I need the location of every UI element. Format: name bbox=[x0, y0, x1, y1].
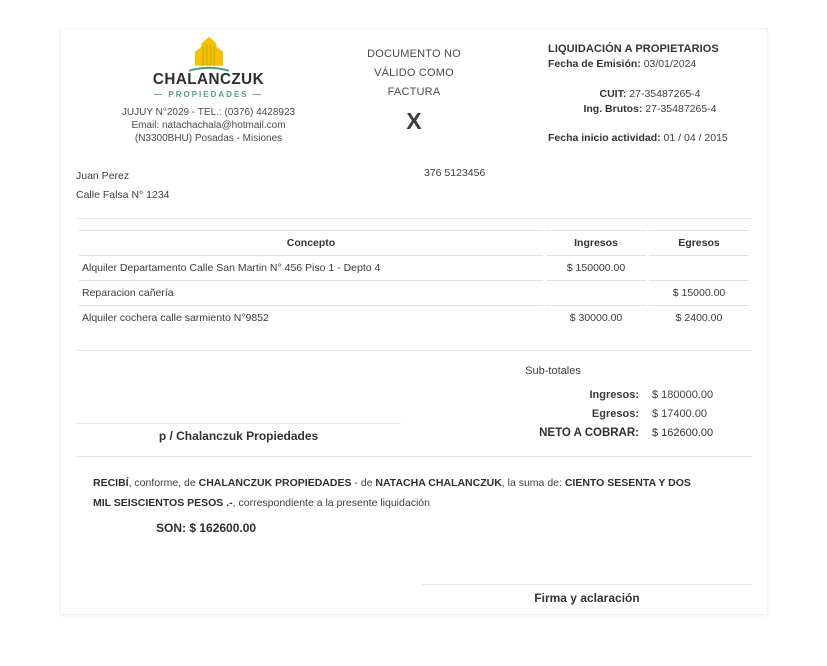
cell-egresos bbox=[649, 255, 749, 280]
subtotals-block bbox=[467, 365, 752, 443]
subtotal-label: Egresos: bbox=[591, 408, 639, 420]
cuit-line bbox=[548, 87, 752, 102]
subtotal-row bbox=[467, 405, 752, 424]
divider-above-receipt bbox=[76, 456, 752, 457]
cuit-value: 27-35487265-4 bbox=[629, 88, 701, 100]
concepts-table bbox=[76, 230, 752, 330]
company-name: CHALANCZUK bbox=[152, 71, 265, 88]
receipt-paragraph: RECIBÍ, conforme, de CHALANCZUK PROPIEDADES - de NATACHA CHALANCZUK, la suma de: CIENTO SESENTA Y DOS MIL SEISCIENTOS PESOS .-, correspondiente a la presente liquidación bbox=[93, 477, 691, 509]
company-tagline: — PROPIEDADES — bbox=[154, 90, 263, 99]
column-header-ingresos: Ingresos bbox=[546, 230, 646, 255]
company-signature-block bbox=[76, 423, 401, 443]
footer-signature-text: Firma y aclaración bbox=[534, 591, 640, 605]
client-name: Juan Perez bbox=[76, 170, 130, 182]
emission-date-label: Fecha de Emisión: bbox=[548, 58, 641, 70]
subtotals-title: Sub-totales bbox=[525, 365, 581, 377]
document-title: LIQUIDACIÓN A PROPIETARIOS bbox=[548, 43, 719, 55]
document-header bbox=[76, 35, 752, 145]
column-header-egresos: Egresos bbox=[649, 230, 749, 255]
cell-egresos: $ 2400.00 bbox=[649, 305, 749, 330]
client-block bbox=[76, 167, 752, 205]
company-address-line: JUJUY N°2029 - TEL.: (0376) 4428923 bbox=[121, 107, 296, 118]
activity-start-value: 01 / 04 / 2015 bbox=[663, 132, 728, 144]
not-valid-line2: VÁLIDO COMO bbox=[374, 67, 454, 79]
liquidation-document bbox=[60, 28, 768, 615]
subtotal-row bbox=[467, 424, 752, 443]
subtotals-section bbox=[76, 365, 752, 443]
not-valid-line3: FACTURA bbox=[387, 86, 441, 98]
subtotal-label: Ingresos: bbox=[589, 389, 639, 401]
company-city-line: (N3300BHU) Posadas - Misiones bbox=[134, 133, 283, 144]
cell-ingresos: $ 150000.00 bbox=[546, 255, 646, 280]
ing-brutos-label: Ing. Brutos: bbox=[583, 103, 643, 115]
subtotal-row bbox=[467, 386, 752, 405]
document-type-x-mark: X bbox=[406, 108, 422, 134]
building-icon bbox=[76, 36, 341, 74]
divider-above-table bbox=[76, 218, 752, 219]
cell-concepto: Alquiler Departamento Calle San Martin N° 456 Piso 1 - Depto 4 bbox=[79, 255, 543, 280]
client-phone: 376 5123456 bbox=[424, 167, 486, 179]
company-logo-block bbox=[76, 35, 341, 145]
company-email-line: Email: natachachala@hotmail.com bbox=[131, 120, 286, 131]
subtotal-label: NETO A COBRAR: bbox=[539, 427, 639, 439]
ing-brutos-line bbox=[548, 102, 752, 117]
cell-concepto: Reparacion cañería bbox=[79, 280, 543, 305]
client-identity bbox=[76, 167, 424, 205]
column-header-concepto: Concepto bbox=[79, 230, 543, 255]
activity-start-line bbox=[548, 132, 752, 144]
subtotal-value: $ 17400.00 bbox=[652, 408, 708, 420]
emission-date-line bbox=[548, 58, 752, 70]
tax-id-block bbox=[548, 87, 752, 117]
amount-in-numbers: SON: $ 162600.00 bbox=[156, 521, 257, 535]
subtotal-value: $ 162600.00 bbox=[652, 427, 714, 439]
table-row bbox=[79, 305, 749, 330]
subtotal-value: $ 180000.00 bbox=[652, 389, 714, 401]
company-contact bbox=[76, 106, 341, 145]
cell-ingresos bbox=[546, 280, 646, 305]
not-valid-line1: DOCUMENTO NO bbox=[367, 48, 461, 60]
company-signature-text: p / Chalanczuk Propiedades bbox=[158, 429, 319, 443]
document-info-block bbox=[487, 35, 752, 145]
cell-egresos: $ 15000.00 bbox=[649, 280, 749, 305]
cuit-label: CUIT: bbox=[599, 88, 627, 100]
footer-signature-block bbox=[422, 584, 752, 605]
client-address: Calle Falsa N° 1234 bbox=[76, 189, 170, 201]
cell-ingresos: $ 30000.00 bbox=[546, 305, 646, 330]
not-valid-notice bbox=[341, 35, 487, 145]
concepts-table-body bbox=[79, 255, 749, 330]
building-shape bbox=[194, 37, 222, 66]
emission-date-value: 03/01/2024 bbox=[643, 58, 697, 70]
subtotals-rows bbox=[467, 386, 752, 443]
activity-start-label: Fecha inicio actividad: bbox=[548, 132, 661, 144]
table-row bbox=[79, 280, 749, 305]
ing-brutos-value: 27-35487265-4 bbox=[645, 103, 717, 115]
concepts-table-head-row bbox=[79, 230, 749, 255]
cell-concepto: Alquiler cochera calle sarmiento N°9852 bbox=[79, 305, 543, 330]
divider-below-table bbox=[76, 350, 752, 351]
table-row bbox=[79, 255, 749, 280]
